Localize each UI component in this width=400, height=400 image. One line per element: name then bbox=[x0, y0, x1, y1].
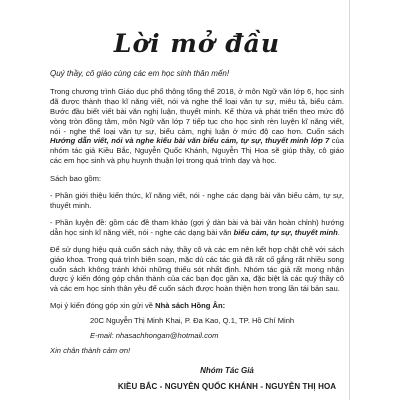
content-heading: Sách bao gồm: bbox=[50, 174, 102, 184]
intro-text-2: của nhóm tác giả Kiều Bắc, Nguyễn Quốc Khánh, Nguyễn Thị Hoa sẽ giúp thầy, cô giáo các em học sinh và phụ huynh thuận lợi trong quá trình dạy và học. bbox=[50, 136, 344, 166]
contact-email[interactable]: nhasachhongan@hotmail.com bbox=[115, 331, 219, 341]
intro-text-1: Trong chương trình Giáo dục phổ thông tổng thể 2018, ở môn Ngữ văn lớp 6, học sinh đã được thành thạo kĩ năng viết, nói và nghe thể loại văn tự sự, miêu tả, biểu cảm. Bước đầu biết viết bài văn nghị luận, thuyết minh. Kế thừa và phát triển theo mức độ vòng tròn đồng tâm, môn Ngữ văn lớp 7 tiếp tục cho học sinh rèn luyện kĩ năng viết, nói - nghe thể loại văn tự sự, biểu cảm, nghị luận ở mức độ cao hơn. Cuốn sách bbox=[50, 86, 344, 136]
thanks-line: Xin chân thành cảm ơn! bbox=[50, 345, 131, 355]
content-item-2-text: - Phần luyện đề: gồm các đề tham khảo (gợi ý dàn bài và bài văn hoàn chỉnh) hướng dẫn học sinh kĩ năng viết, nói - nghe các dạng bài văn bbox=[50, 217, 344, 237]
page-edge-line bbox=[349, 0, 350, 400]
contact-label: Mọi ý kiến đóng góp xin gửi về bbox=[50, 301, 156, 311]
contact-email-line bbox=[50, 331, 344, 341]
content-item-2-end: . bbox=[337, 227, 340, 237]
contact-email-label: E-mail: bbox=[90, 331, 116, 341]
intro-paragraph bbox=[50, 87, 344, 166]
signature-label: Nhóm Tác Giả bbox=[200, 365, 254, 375]
greeting: Quý thầy, cô giáo cùng các em học sinh thân mến! bbox=[50, 69, 230, 78]
book-title: Hướng dẫn viết, nói và nghe kiểu bài văn biểu cảm, tự sự, thuyết minh lớp 7 bbox=[50, 136, 330, 146]
signature-names: KIỀU BẮC - NGUYỄN QUỐC KHÁNH - NGUYỄN THỊ HOA bbox=[117, 381, 337, 391]
page-title: Lời mở đầu bbox=[113, 29, 281, 58]
contact-org: Nhà sách Hồng Ân bbox=[155, 301, 223, 311]
content-item-1: - Phần giới thiệu kiến thức, kĩ năng viết, nói - nghe các dạng bài văn biểu cảm, tự sự, thuyết minh. bbox=[50, 191, 344, 210]
content-item-2 bbox=[50, 218, 344, 238]
contact-line bbox=[50, 301, 344, 311]
content-item-2-genres: biểu cảm, tự sự, thuyết minh bbox=[233, 227, 338, 237]
closing-paragraph: Để sử dụng hiệu quả cuốn sách này, thầy cô và các em nên kết hợp chặt chẽ với sách giáo khoa. Trong quá trình biên soạn, mặc dù các tác giả đã rất cố gắng rất nhiều song cuốn sách không tránh khỏi những thiếu sót nhất định. Nhóm tác giả rất mong nhận được ý kiến đóng góp chân thành của các bạn đọc gần xa, đặc biệt là các quý thầy cô và các em học sinh thân yêu để cuốn sách được hoàn thiện hơn trong lần tái bản sau. bbox=[50, 244, 344, 294]
contact-address: 20C Nguyễn Thị Minh Khai, P. Đa Kao, Q.1, TP. Hồ Chí Minh bbox=[90, 316, 295, 326]
contact-org-suffix: : bbox=[222, 301, 226, 311]
